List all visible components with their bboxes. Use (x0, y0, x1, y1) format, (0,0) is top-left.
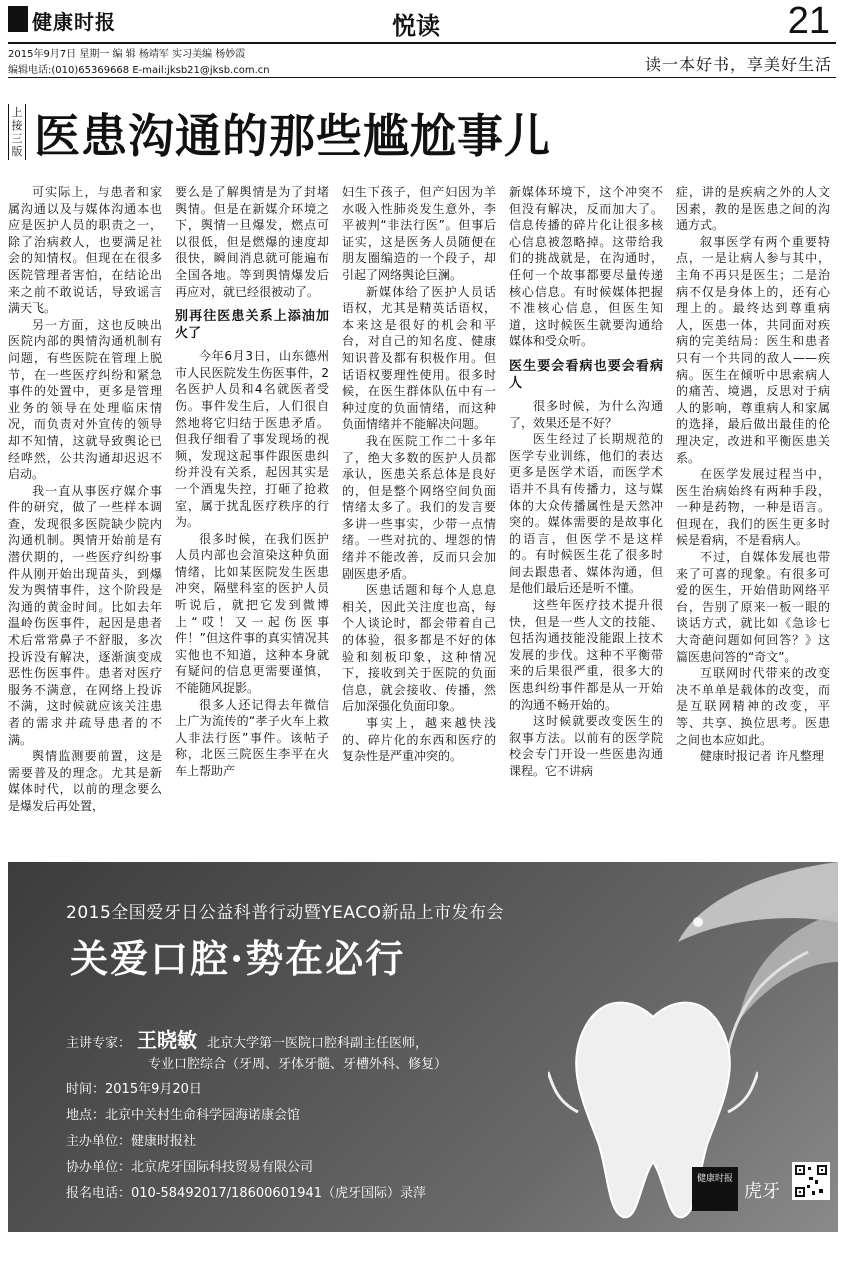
paragraph: 不过，自媒体发展也带来了可喜的现象。有很多可爱的医生，开始借助网络平台，告别了原来一板一眼的谈话方式，就比如《急诊七大奇葩问题如何回答？》这篇医患问答的“奇文”。 (676, 550, 830, 664)
ad-sponsor-logo: 虎牙 (744, 1181, 780, 1202)
paragraph: 症，讲的是疾病之外的人文因素，教的是医患之间的沟通方式。 (676, 185, 830, 233)
paragraph: 医生经过了长期规范的医学专业训练，他们的表达更多是医学术语，而医学术语并不具有传播力，这与媒体的大众传播属性是天然冲突的。媒体需要的是故事化的语言，但医学不是这样的。有时候医生花了很多时间去跟患者、媒体沟通，但是他们最后还是听不懂。 (509, 432, 663, 596)
paragraph: 另一方面，这也反映出医院内部的舆情沟通机制有问题，有些医院在管理上脱节，在一些医疗纠纷和紧急事件的处置中，更多是管理业务的领导在处理临床情况，而负责对外宣传的领导却不知情，这就导致舆论已经哗然，公共沟通却迟迟不启动。 (8, 317, 162, 482)
paragraph: 医患话题和每个人息息相关，因此关注度也高，每个人谈论时，都会带着自己的体验，很多都是不好的体验和刻板印象，这种情况下，接收到关于医院的负面信息，就会接收、传播，然后加深强化负面印象。 (342, 583, 496, 714)
article-column-3 (342, 184, 496, 765)
article-column-2 (175, 184, 329, 780)
paragraph: 可实际上，与患者和家属沟通以及与媒体沟通本也应是医护人员的职责之一，除了治病救人，也要满足社会的知情权。但现在在很多医院管理者害怕，在结论出来之前不敢说话，导致谣言满天飞。 (8, 185, 162, 316)
newspaper-logo-text: 健康时报 (32, 10, 116, 34)
ad-co-host: 协办单位：北京虎牙国际科技贸易有限公司 (66, 1160, 314, 1175)
newspaper-logo-icon (8, 6, 28, 32)
paragraph: 今年6月3日，山东德州市人民医院发生伤医事件，2名医护人员和4名就医者受伤。事件发生后，人们很自然地将它归结于医患矛盾。但我仔细看了事发现场的视频，发现这起事件跟医患纠纷并没有关系，起因其实是一个酒鬼失控，打砸了抢救室，属于扰乱医疗秩序的行为。 (175, 349, 329, 530)
page-masthead (0, 0, 844, 80)
paragraph: 很多时候，为什么沟通了，效果还是不好？ (509, 398, 663, 430)
article-column-5 (676, 184, 830, 765)
paragraph: 很多时候，在我们医护人员内部也会渲染这种负面情绪，比如某医院发生医患冲突，隔壁科室的医护人员听说后，就把它发到微博上“哎！又一起伤医事件！”但这件事的真实情况其实他也不知道，这种本身就有疑问的信息更需要谨慎，不能随风捉影。 (175, 531, 329, 696)
article-column-4 (509, 184, 663, 780)
article-column-1 (8, 184, 162, 815)
paragraph: 新媒体环境下，这个冲突不但没有解决，反而加大了。信息传播的碎片化让很多核心信息被忽略掉。这带给我们的挑战就是，在沟通时，任何一个故事都要尽量传递核心信息。有时候媒体把握不准核心信息，但医生知道，这时候医生就要沟通给媒体和受众听。 (509, 185, 663, 349)
subheading: 别再往医患关系上添油加火了 (175, 309, 329, 342)
paragraph: 互联网时代带来的改变决不单单是载体的改变，而是互联网精神的改变，平等、共享、换位思考。医患之间也本应如此。 (676, 666, 830, 747)
ad-expert-name: 王晓敏 (137, 1028, 198, 1052)
article-headline: 医患沟通的那些尴尬事儿 (34, 109, 551, 163)
paragraph: 我一直从事医疗媒介事件的研究，做了一些样本调查，发现很多医院缺少院内沟通机制。舆情开始前是有潜伏期的，一些医疗纠纷事件从刚开始出现苗头，到爆发为舆情事件，这个阶段是沟通的黄金时间。比如去年温岭伤医事件，起因是患者术后常常鼻子不舒服，多次投诉没有解决，逐渐演变成恶性伤医事件。患者对医疗服务不满意，在网络上投诉不满，这时候就应该关注患者的需求并疏导患者的不满。 (8, 483, 162, 747)
issue-meta: 2015年9月7日 星期一 编 辑 杨靖军 实习美编 杨妙霞 (8, 49, 246, 60)
paragraph: 这时候就要改变医生的叙事方法。以前有的医学院校会专门开设一些医患沟通课程。它不讲病 (509, 714, 663, 778)
ad-event-title: 关爱口腔·势在必行 (70, 936, 406, 981)
section-title: 悦读 (392, 11, 440, 40)
paragraph: 这些年医疗技术提升很快，但是一些人文的技能、包括沟通技能没能跟上技术发展的步伐。这种不平衡带来的后果很严重，很多大的医患纠纷事件都是从一开始的沟通不畅开始的。 (509, 598, 663, 712)
ad-phone: 报名电话：010-58492017/18600601941（虎牙国际）录萍 (66, 1186, 427, 1201)
contact-meta: 编辑电话:(010)65369668 E-mail:jksb21@jksb.com.cn (8, 65, 270, 76)
ad-place: 地点：北京中关村生命科学园海诺康会馆 (66, 1108, 301, 1123)
ad-expert-row (66, 1024, 428, 1053)
ad-time: 时间：2015年9月20日 (66, 1082, 202, 1097)
page-number: 21 (787, 0, 830, 42)
paragraph: 新媒体给了医护人员话语权，尤其是精英话语权，本来这是很好的机会和平台，对自己的知名度、健康知识普及都有积极作用。但话语权要理性使用。很多时候，在医生群体队伍中有一种过度的负面情绪，而这种负面情绪并不能解决问题。 (342, 284, 496, 432)
ad-host: 主办单位：健康时报社 (66, 1134, 197, 1149)
subheading: 医生要会看病也要会看病人 (509, 358, 663, 391)
ad-expert-label: 主讲专家： (66, 1036, 132, 1051)
ad-newspaper-logo: 健康时报 (692, 1167, 738, 1211)
section-slogan: 读一本好书，享美好生活 (644, 55, 832, 74)
article-body (6, 184, 838, 844)
paragraph: 妇生下孩子，但产妇因为羊水吸入性肺炎发生意外，李平被判“非法行医”。但事后证实，这是医务人员随便在朋友圈编造的一个段子，却引起了网络舆论巨澜。 (342, 185, 496, 282)
ad-expert-detail: 专业口腔综合（牙周、牙体牙髓、牙槽外科、修复） (148, 1057, 448, 1072)
top-rule (8, 42, 836, 44)
paragraph: 要么是了解舆情是为了封堵舆情。但是在新媒介环境之下，舆情一旦爆发，燃点可以很低，但是燃爆的速度却很快，瞬间消息就可能遍布全国各地。等到舆情爆发后再应对，就已经很被动了。 (175, 185, 329, 299)
paragraph: 我在医院工作二十多年了，绝大多数的医护人员都承认，医患关系总体是良好的，但是整个网络空间负面情绪太多了。我们的发言要多讲一些事实，少带一点情绪。一些对抗的、埋怨的情绪并不能改善，反而只会加剧医患矛盾。 (342, 433, 496, 581)
paragraph: 事实上，越来越快浅的、碎片化的东西和医疗的复杂性是严重冲突的。 (342, 716, 496, 764)
paragraph: 很多人还记得去年微信上广为流传的“孝子火车上救人非法行医”事件。该帖子称，北医三院医生李平在火车上帮助产 (175, 697, 329, 778)
qr-code-icon (792, 1162, 830, 1200)
ad-event-subtitle: 2015全国爱牙日公益科普行动暨YEACO新品上市发布会 (66, 903, 504, 923)
advertisement (8, 862, 838, 1232)
paragraph: 叙事医学有两个重要特点，一是让病人参与其中，主角不再只是医生；二是治病不仅是身体上的，还有心理上的。最终达到尊重病人，医患一体，共同面对疾病的完美结局：医生和患者只有一个共同的敌人——疾病。医生在倾听中思索病人的痛苦、境遇，反思对于病人的影响，尊重病人和家属的选择，最后做出最佳的伦理决定，改进和平衡医患关系。 (676, 234, 830, 465)
paragraph: 在医学发展过程当中，医生治病始终有两种手段，一种是药物，一种是语言。但现在，我们的医生更多时候是看病，不是看病人。 (676, 467, 830, 548)
byline: 健康时报记者 许凡整理 (700, 749, 824, 764)
ad-expert-title: 北京大学第一医院口腔科副主任医师， (207, 1036, 429, 1051)
bottom-rule (8, 77, 836, 78)
paragraph: 舆情监测要前置，这是需要普及的理念。尤其是新媒体时代，以前的理念要么是爆发后再处置， (8, 749, 162, 813)
continued-label: 上接三版 (8, 104, 26, 160)
